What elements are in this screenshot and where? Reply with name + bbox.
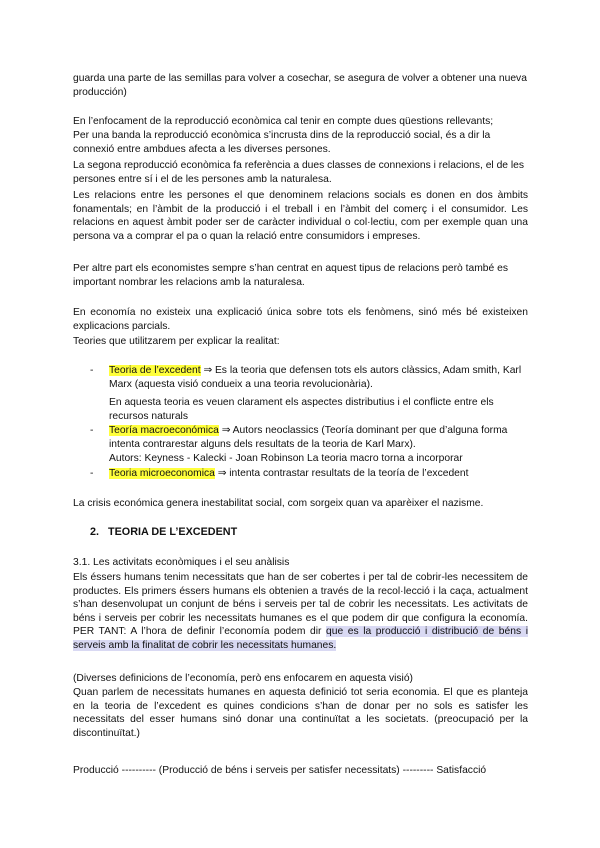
highlight-teoria-macro: Teoría macroeconómica	[109, 425, 219, 436]
paragraph-intro: guarda una parte de las semillas para volver a cosechar, se asegura de volver a obtener una nueva producción)	[73, 73, 527, 98]
paragraph-enfocament: En l’enfocament de la reproducció econòmica cal tenir en compte dues qüestions rellevants;	[73, 116, 494, 127]
bullet-marker: -	[90, 365, 94, 376]
bullet-text: ⇒ intenta contrastar resultats de la teoría de l’excedent	[214, 468, 469, 479]
paragraph-crisis: La crisis económica genera inestabilitat social, com sorgeix quan va aparèixer el nazisme.	[73, 498, 484, 509]
bullet-teoria-micro	[109, 467, 529, 481]
section-heading	[90, 526, 237, 538]
bullet-marker: -	[90, 425, 94, 436]
subsection-heading: 3.1. Les activitats econòmiques i el seu anàlisis	[73, 557, 290, 568]
bullet-teoria-macro-note: Autors: Keyness - Kalecki - Joan Robinson La teoria macro torna a incorporar	[109, 453, 463, 464]
paragraph-reproduccio-social: Per una banda la reproducció econòmica s’incrusta dins de la reproducció social, és a dir la connexió entre ambdues afecta a les diverses persones.	[73, 130, 491, 155]
highlight-teoria-excedent: Teoria de l’excedent	[109, 365, 201, 376]
paragraph-teories-intro: Teories que utilitzarem per explicar la realitat:	[73, 336, 280, 347]
highlight-definicio-economia: que es la producció i distribució de béns i serveis amb la finalitat de cobrir les necessitats humanes.	[73, 626, 528, 651]
paragraph-text: Els éssers humans tenim necessitats que han de ser cobertes i per tal de cobrir-les necessitem de productes. Els primers éssers humans els obtenien a través de la recol·lecció i la caça, actualment s’han desenvolupat un conjunt de béns i serveis per tal de cobrir les necessitats. Les activitats de béns i serveis per cobrir les necessitats humanes es el que podem dir que configura la economía. PER TANT: A l’hora de definir l’economía podem dir	[73, 572, 528, 637]
paragraph-diverses-definicions: (Diverses definicions de l’economía, però ens enfocarem en aquesta visió)	[73, 673, 413, 684]
paragraph-economistes: Per altre part els economistes sempre s’han centrat en aquest tipus de relacions però també es important nombrar les relacions amb la naturalesa.	[73, 263, 508, 288]
highlight-teoria-micro: Teoria microeconomica	[109, 468, 215, 479]
bullet-marker: -	[90, 468, 94, 479]
paragraph-produccio-satisfaccio: Producció ---------- (Producció de béns i serveis per satisfer necessitats) --------- Satisfacció	[73, 765, 487, 776]
paragraph-segona-reproduccio: La segona reproducció econòmica fa referència a dues classes de connexions i relacions, el de les persones entre sí i el de les persones amb la naturalesa.	[73, 160, 525, 185]
paragraph-explicacio: En economía no existeix una explicació única sobre tots els fenòmens, sinó més bé existeixen explicacions parcials.	[73, 307, 528, 332]
paragraph-essers-humans	[73, 571, 528, 652]
paragraph-relacions-socials: Les relacions entre les persones el que denominem relacions socials es donen en dos àmbits fonamentals; en l’àmbit de la producció i el treball i en l’àmbit del comerç i el consumidor. Les relacions en aquest àmbit poder ser de caràcter individual o col·lectiu, com per exemple quan una persona va a comprar el pa o quan la relació entre consumidors i empreses.	[73, 190, 528, 242]
bullet-teoria-excedent-note: En aquesta teoria es veuen clarament els aspectes distributius i el conflicte entre els recursos naturals	[109, 397, 494, 422]
section-title: TEORIA DE L’EXCEDENT	[108, 526, 238, 538]
bullet-teoria-macro	[109, 424, 529, 451]
bullet-text: ⇒ Autors neoclassics (Teoría dominant per que d’alguna forma intenta contrarestar alguns dels resultats de la teoria de Karl Marx).	[109, 425, 508, 450]
bullet-text: ⇒ Es la teoria que defensen tots els autors clàssics, Adam smith, Karl Marx (aquesta visió condueix a una teoria revolucionària).	[109, 365, 522, 390]
bullet-teoria-excedent	[109, 364, 529, 391]
paragraph-necessitats-humanes: Quan parlem de necessitats humanes en aquesta definició tot seria economia. El que es planteja en la teoria de l’excedent es quines condicions s’han de donar per no sols es satisfer les necessitats del esser humans sinó donar una continuïtat a les societats. (preocupació per la discontinuïtat.)	[73, 687, 528, 739]
section-number: 2.	[90, 526, 100, 538]
